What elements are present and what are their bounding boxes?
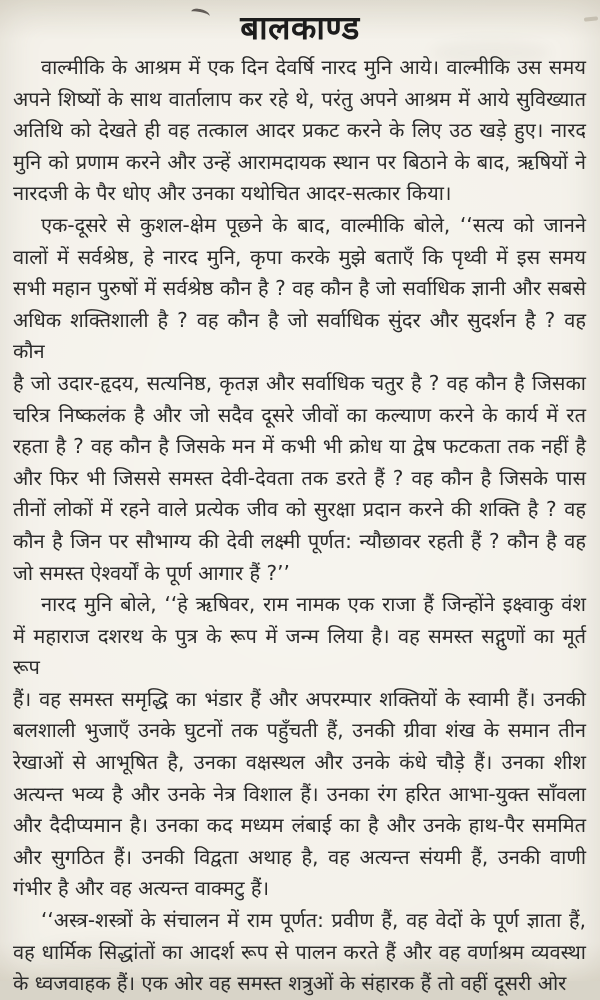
- text-line: रहता है ? वह कौन है जिसके मन में कभी भी क्रोध या द्वेष फटकता तक नहीं है: [13, 434, 586, 459]
- text-line: अधिक शक्तिशाली है ? वह कौन है जो सर्वाधिक सुंदर और सुदर्शन है ? वह कौन: [13, 307, 586, 364]
- text-line: वाल्मीकि के आश्रम में एक दिन देवर्षि नारद मुनि आये। वाल्मीकि उस समय: [41, 55, 586, 79]
- text-line: सभी महान पुरुषों में सर्वश्रेष्ठ कौन है ? वह कौन है जो सर्वाधिक ज्ञानी और सबसे: [13, 276, 586, 301]
- text-line: अतिथि को देखते ही वह तत्काल आदर प्रकट करने के लिए उठ खड़े हुए। नारद: [13, 118, 586, 143]
- body-text: [13, 52, 586, 1000]
- text-line: गंभीर है और वह अत्यन्त वाक्मटु हैं।: [13, 876, 270, 901]
- paragraph: [13, 589, 586, 905]
- text-line: के ध्वजवाहक हैं। एक ओर वह समस्त शत्रुओं के संहारक हैं तो वहीं दूसरी ओर: [13, 971, 567, 996]
- text-line: वालों में सर्वश्रेष्ठ, हे नारद मुनि, कृपा करके मुझे बताएँ कि पृथ्वी में इस समय: [13, 244, 586, 269]
- page-title: बालकाण्ड: [240, 8, 360, 47]
- text-line: और दैदीप्यमान है। उनका कद मध्यम लंबाई का है और उनके हाथ-पैर सममित: [13, 813, 586, 838]
- text-line: और सुगठित हैं। उनकी विद्वता अथाह है, वह अत्यन्त संयमी हैं, उनकी वाणी: [13, 844, 586, 869]
- text-line: नारद मुनि बोले, ‘‘हे ऋषिवर, राम नामक एक राजा हैं जिन्होंने इक्ष्वाकु वंश: [41, 592, 586, 617]
- text-line: ‘‘अस्त्र-शस्त्रों के संचालन में राम पूर्णत: प्रवीण हैं, वह वेदों के पूर्ण ज्ञाता हैं,: [41, 908, 586, 933]
- text-line: है जो उदार-हृदय, सत्यनिष्ठ, कृतज्ञ और सर्वाधिक चतुर है ? वह कौन है जिसका: [13, 370, 586, 395]
- text-line: एक-दूसरे से कुशल-क्षेम पूछने के बाद, वाल्मीकि बोले, ‘‘सत्य को जानने: [41, 212, 586, 237]
- text-line: और फिर भी जिससे समस्त देवी-देवता तक डरते हैं ? वह कौन है जिसके पास: [13, 465, 586, 490]
- text-line: बलशाली भुजाएँ उनके घुटनों तक पहुँचती हैं, उनकी ग्रीवा शंख के समान तीन: [13, 718, 586, 743]
- text-line: चरित्र निष्कलंक है और जो सदैव दूसरे जीवों का कल्याण करने के कार्य में रत: [13, 402, 586, 427]
- text-line: जो समस्त ऐश्वर्यों के पूर्ण आगार हैं ?’’: [13, 560, 290, 585]
- text-line: रेखाओं से आभूषित है, उनका वक्षस्थल और उनके कंधे चौड़े हैं। उनका शीश: [13, 750, 586, 775]
- text-line: में महाराज दशरथ के पुत्र के रूप में जन्म लिया है। वह समस्त सद्गुणों का मूर्त रूप: [13, 623, 586, 680]
- paragraph: [13, 905, 586, 1000]
- text-line: तीनों लोकों में रहने वाले प्रत्येक जीव को सुरक्षा प्रदान करने की शक्ति है ? वह: [13, 497, 586, 522]
- paragraph: [13, 210, 586, 589]
- text-line: अत्यन्त भव्य है और उनके नेत्र विशाल हैं। उनका रंग हरित आभा-युक्त साँवला: [13, 781, 586, 806]
- text-line: अपने शिष्यों के साथ वार्तालाप कर रहे थे, परंतु अपने आश्रम में आये सुविख्यात: [13, 86, 586, 111]
- text-line: मुनि को प्रणाम करने और उन्हें आरामदायक स्थान पर बिठाने के बाद, ऋषियों ने: [13, 149, 586, 174]
- text-line: हैं। वह समस्त समृद्धि का भंडार हैं और अपरम्पार शक्तियों के स्वामी हैं। उनकी: [13, 686, 586, 711]
- text-line: वह धार्मिक सिद्धांतों का आदर्श रूप से पालन करते हैं और वह वर्णाश्रम व्यवस्था: [13, 939, 586, 964]
- paragraph: [13, 52, 586, 210]
- text-line: कौन है जिन पर सौभाग्य की देवी लक्ष्मी पूर्णत: न्यौछावर रहती हैं ? कौन है वह: [13, 528, 586, 553]
- text-line: नारदजी के पैर धोए और उनका यथोचित आदर-सत्कार किया।: [13, 181, 452, 206]
